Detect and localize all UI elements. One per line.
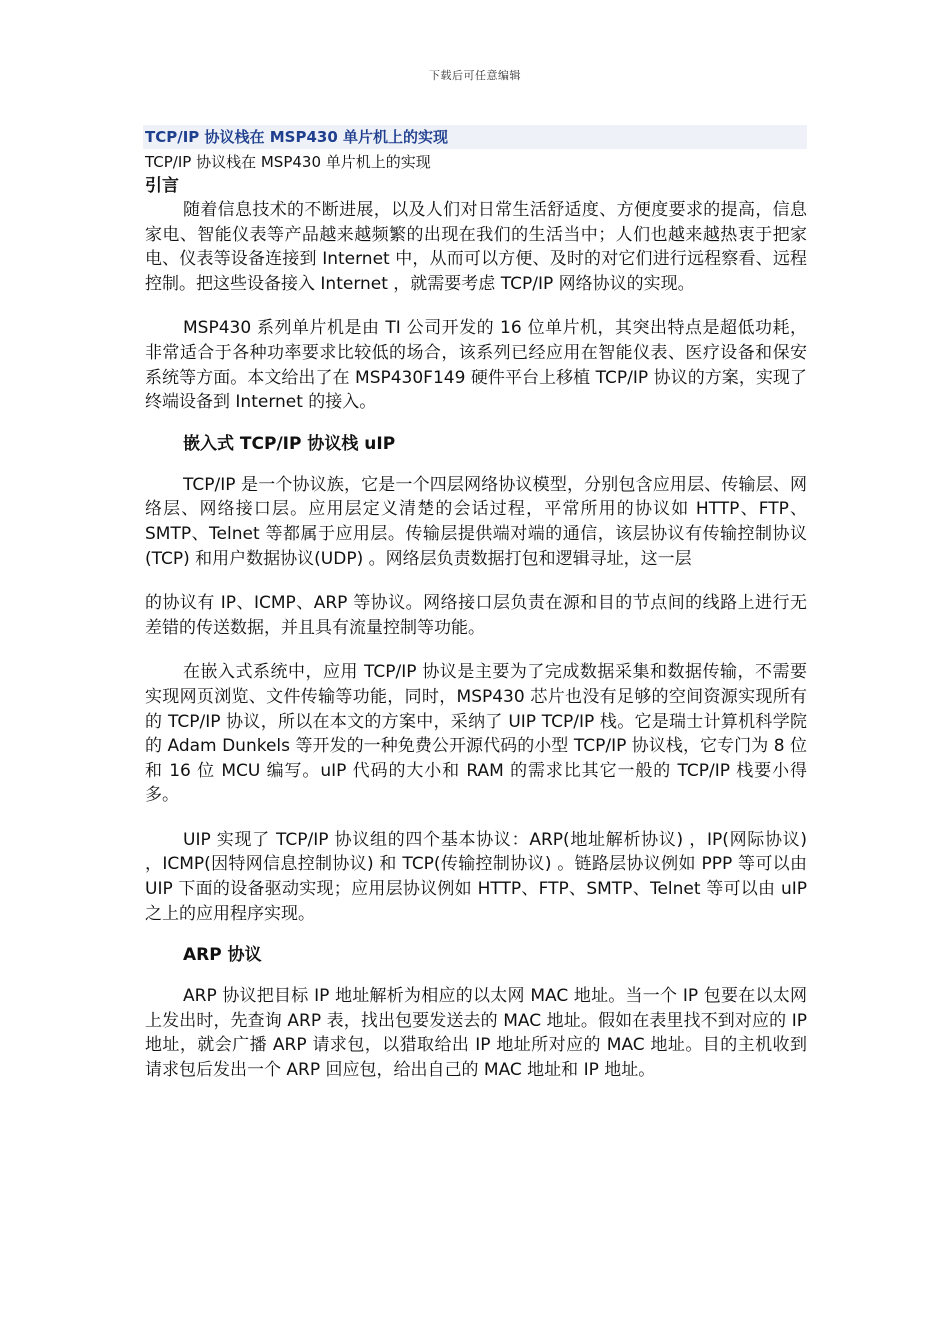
intro-label: 引言 — [145, 176, 179, 196]
page-header-note: 下载后可任意编辑 — [429, 69, 521, 82]
paragraph-arp: ARP 协议把目标 IP 地址解析为相应的以太网 MAC 地址。当一个 IP 包要在以太网上发出时，先查询 ARP 表，找出包要发送去的 MAC 地址。假如在表里找不到对应的 IP 地址，就会广播 ARP 请求包，以猎取给出 IP 地址所对应的 MAC 地址。目的主机收到请求包后发出一个 ARP 回应包，给出自己的 MAC 地址和 IP 地址。 — [145, 986, 807, 1081]
paragraph-intro: 随着信息技术的不断进展，以及人们对日常生活舒适度、方便度要求的提高，信息家电、智能仪表等产品越来越频繁的出现在我们的生活当中；人们也越来越热衷于把家电、仪表等设备连接到 Internet 中，从而可以方便、及时的对它们进行远程察看、远程控制。把这些设备接入 Internet ，就需要考虑 TCP/IP 网络协议的实现。 — [145, 200, 807, 294]
document-body — [145, 125, 807, 1083]
paragraph-uip-protocols: UIP 实现了 TCP/IP 协议组的四个基本协议：ARP(地址解析协议) ，IP(网际协议) ，ICMP(因特网信息控制协议) 和 TCP(传输控制协议) 。链路层协议例如 PPP 等可以由 UIP 下面的设备驱动实现；应用层协议例如 HTTP、FTP、SMTP、Telnet 等可以由 uIP 之上的应用程序实现。 — [145, 829, 807, 924]
paragraph-msp430: MSP430 系列单片机是由 TI 公司开发的 16 位单片机，其突出特点是超低功耗，非常适合于各种功率要求比较低的场合，该系列已经应用在智能仪表、医疗设备和保安系统等方面。本文给出了在 MSP430F149 硬件平台上移植 TCP/IP 协议的方案，实现了终端设备到 Internet 的接入。 — [145, 318, 807, 413]
document-title-bar[interactable]: TCP/IP 协议栈在 MSP430 单片机上的实现 — [143, 125, 807, 149]
paragraph-network-layer: 的协议有 IP、ICMP、ARP 等协议。网络接口层负责在源和目的节点间的线路上进行无差错的传送数据，并且具有流量控制等功能。 — [145, 593, 807, 638]
paragraph-tcpip-layers: TCP/IP 是一个协议族，它是一个四层网络协议模型，分别包含应用层、传输层、网络层、网络接口层。应用层定义清楚的会话过程，平常所用的协议如 HTTP、FTP、SMTP、Telnet 等都属于应用层。传输层提供端对端的通信，该层协议有传输控制协议(TCP) 和用户数据协议(UDP) 。网络层负责数据打包和逻辑寻址，这一层 — [145, 474, 807, 569]
heading-uip: 嵌入式 TCP/IP 协议栈 uIP — [183, 433, 396, 454]
heading-arp: ARP 协议 — [183, 945, 262, 966]
paragraph-embedded: 在嵌入式系统中，应用 TCP/IP 协议是主要为了完成数据采集和数据传输，不需要实现网页浏览、文件传输等功能，同时，MSP430 芯片也没有足够的空间资源实现所有的 TCP/IP 协议，所以在本文的方案中，采纳了 UIP TCP/IP 栈。它是瑞士计算机科学院的 Adam Dunkels 等开发的一种免费公开源代码的小型 TCP/IP 协议栈，它专门为 8 位和 16 位 MCU 编写。uIP 代码的大小和 RAM 的需求比其它一般的 TCP/IP 栈要小得多。 — [145, 662, 807, 806]
document-subtitle: TCP/IP 协议栈在 MSP430 单片机上的实现 — [145, 153, 431, 171]
